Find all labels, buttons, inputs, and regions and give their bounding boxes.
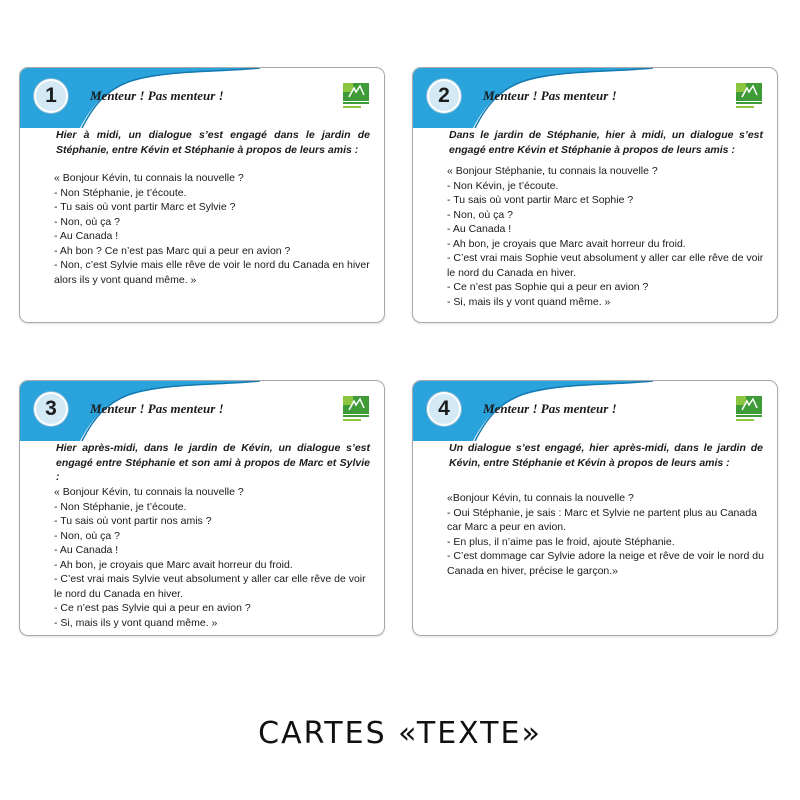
dialogue-line: - Ah bon ? Ce n’est pas Marc qui a peur en avion ? <box>54 244 291 257</box>
card-title: Menteur ! Pas menteur ! <box>483 401 617 416</box>
dialogue-line: « Bonjour Kévin, tu connais la nouvelle ? <box>54 172 244 184</box>
dialogue-line: « Bonjour Kévin, tu connais la nouvelle ? <box>54 486 244 498</box>
dialogue-line: - Non Stéphanie, je t’écoute. <box>54 500 187 513</box>
dialogue-line: - En plus, il n’aime pas le froid, ajoute Stéphanie. <box>447 535 675 548</box>
card-dialogue <box>447 491 765 578</box>
card-number-badge: 1 <box>34 79 68 113</box>
dialogue-line: « Bonjour Stéphanie, tu connais la nouvelle ? <box>447 165 658 177</box>
card-header <box>413 381 777 441</box>
dialogue-line: - Non, où ça ? <box>54 529 120 542</box>
dialogue-line: - Au Canada ! <box>447 223 512 235</box>
card-dialogue <box>54 485 372 630</box>
card-2 <box>412 67 778 323</box>
card-title: Menteur ! Pas menteur ! <box>483 88 617 103</box>
card-intro: Dans le jardin de Stéphanie, hier à midi, un dialogue s’est engagé entre Kévin et Stéphanie à propos de leurs amis : <box>449 129 763 156</box>
dialogue-line: - C’est dommage car Sylvie adore la neige et rêve de voir le nord du Canada en hiver, précise le garçon.» <box>447 550 764 577</box>
dialogue-line: - C’est vrai mais Sophie veut absolument y aller car elle rêve de voir le nord du Canada en hiver. <box>447 252 764 279</box>
publisher-logo-icon <box>341 394 371 424</box>
dialogue-line: - Tu sais où vont partir nos amis ? <box>54 515 212 527</box>
card-header <box>20 68 384 128</box>
dialogue-line: - Non Kévin, je t’écoute. <box>447 179 559 192</box>
card-intro: Un dialogue s’est engagé, hier après-midi, dans le jardin de Kévin, entre Stéphanie et Kévin à propos de leurs amis : <box>449 442 763 469</box>
card-number-badge: 3 <box>34 392 68 426</box>
dialogue-line: - Au Canada ! <box>54 230 119 242</box>
dialogue-line: - Si, mais ils y vont quand même. » <box>447 295 611 308</box>
dialogue-line: - Ah bon, je croyais que Marc avait horreur du froid. <box>447 237 686 250</box>
dialogue-line: - Ah bon, je croyais que Marc avait horreur du froid. <box>54 558 293 571</box>
dialogue-line: - C’est vrai mais Sylvie veut absolument y aller car elle rêve de voir le nord du Canada en hiver. <box>54 573 366 600</box>
dialogue-line: - Ce n’est pas Sophie qui a peur en avion ? <box>447 281 649 293</box>
card-intro: Hier à midi, un dialogue s’est engagé dans le jardin de Stéphanie, entre Kévin et Stéphanie à propos de leurs amis : <box>56 129 370 156</box>
dialogue-line: - Non, où ça ? <box>447 208 513 221</box>
card-number-badge: 2 <box>427 79 461 113</box>
dialogue-line: - Non, où ça ? <box>54 215 120 228</box>
dialogue-line: - Tu sais où vont partir Marc et Sophie ? <box>447 194 634 206</box>
card-dialogue <box>447 164 765 309</box>
card-title: Menteur ! Pas menteur ! <box>90 401 224 416</box>
card-number-badge: 4 <box>427 392 461 426</box>
dialogue-line: - Oui Stéphanie, je sais : Marc et Sylvie ne partent plus au Canada car Marc a peur en avion. <box>447 506 757 533</box>
publisher-logo-icon <box>341 81 371 111</box>
card-title: Menteur ! Pas menteur ! <box>90 88 224 103</box>
card-intro: Hier après-midi, dans le jardin de Kévin, un dialogue s’est engagé entre Stéphanie et son ami à propos de Marc et Sylvie : <box>56 442 370 483</box>
card-3 <box>19 380 385 636</box>
publisher-logo-icon <box>734 81 764 111</box>
card-header <box>20 381 384 441</box>
dialogue-line: - Au Canada ! <box>54 544 119 556</box>
publisher-logo-icon <box>734 394 764 424</box>
card-1 <box>19 67 385 323</box>
footer-title: CARTES «TEXTE» <box>258 716 542 751</box>
dialogue-line: - Non, c’est Sylvie mais elle rêve de voir le nord du Canada en hiver alors ils y vont quand même. » <box>54 259 370 286</box>
dialogue-line: - Si, mais ils y vont quand même. » <box>54 616 218 629</box>
dialogue-line: - Non Stéphanie, je t’écoute. <box>54 186 187 199</box>
dialogue-line: - Ce n’est pas Sylvie qui a peur en avion ? <box>54 602 251 614</box>
card-4 <box>412 380 778 636</box>
card-dialogue <box>54 171 372 287</box>
card-header <box>413 68 777 128</box>
dialogue-line: «Bonjour Kévin, tu connais la nouvelle ? <box>447 492 634 504</box>
dialogue-line: - Tu sais où vont partir Marc et Sylvie ? <box>54 201 236 213</box>
